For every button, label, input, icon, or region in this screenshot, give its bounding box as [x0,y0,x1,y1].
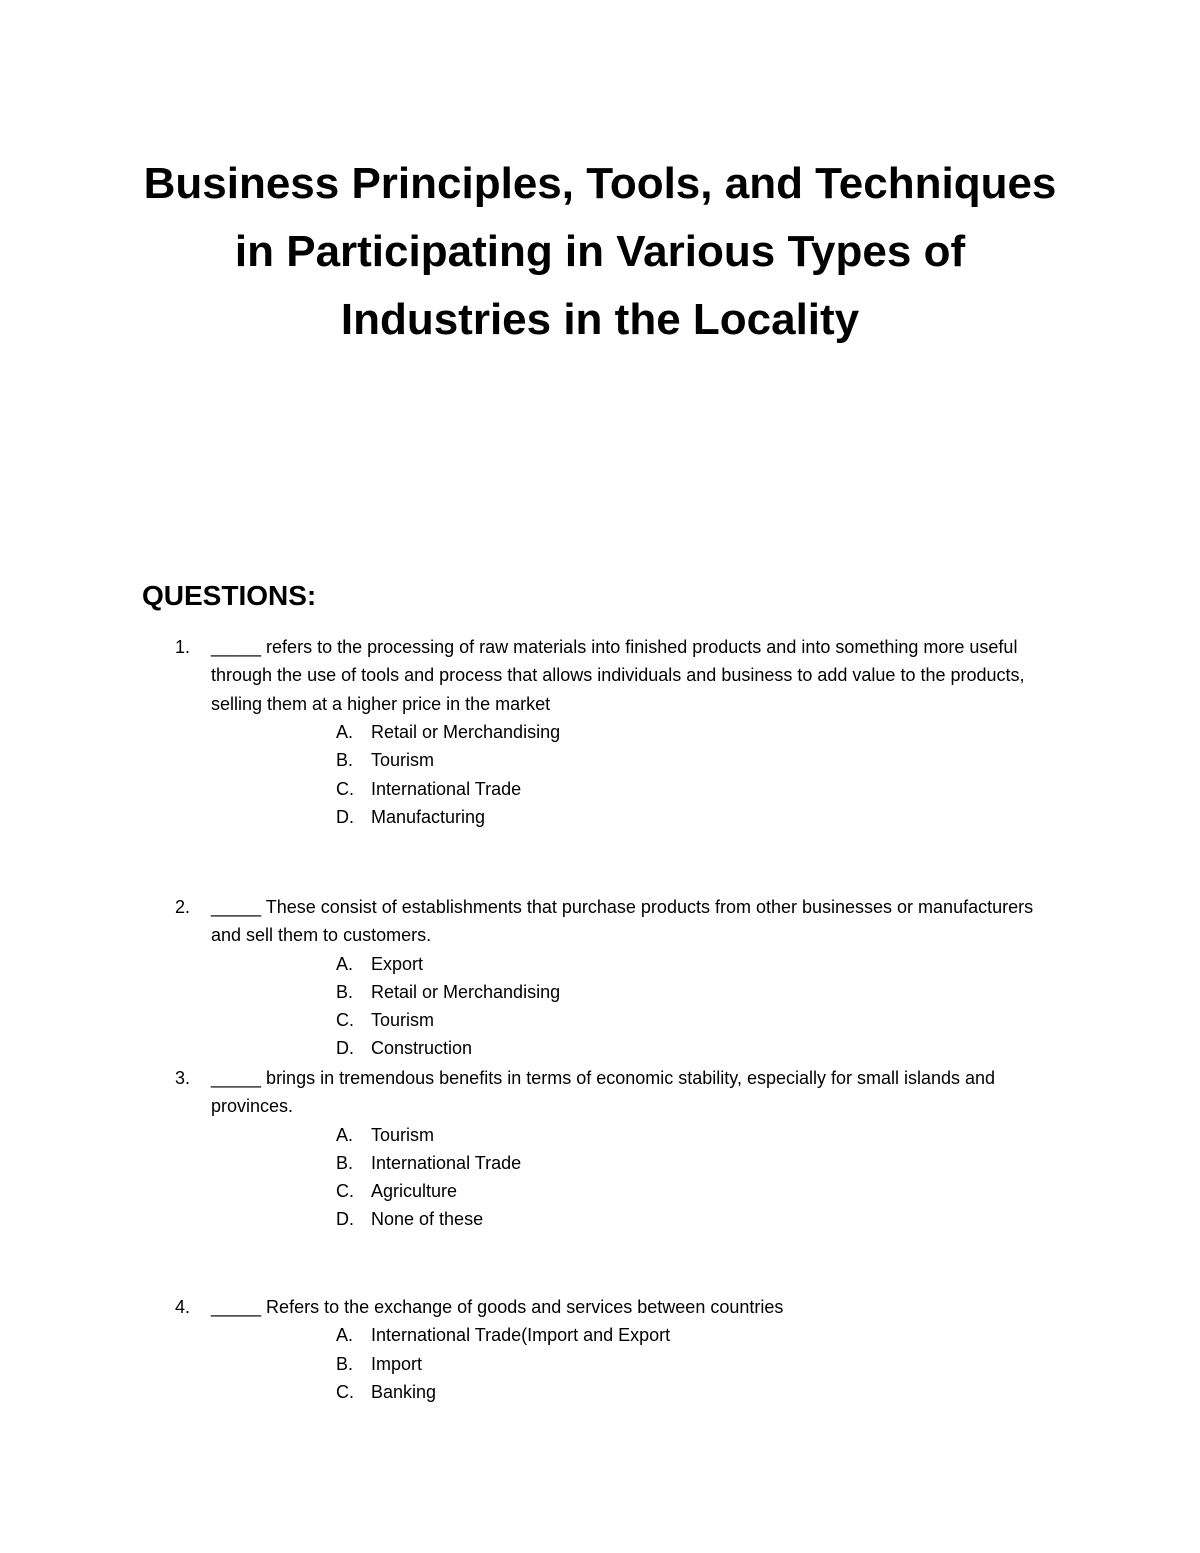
option-a[interactable] [0,718,1200,746]
option-letter: B. [336,981,354,1002]
option-letter: B. [336,750,354,771]
option-letter: A. [336,722,354,742]
option-a[interactable] [0,950,1200,978]
title-line-3: Industries in the Locality [340,295,860,344]
option-label: International Trade [371,1152,522,1173]
option-b[interactable] [0,1149,1200,1177]
question-number: 1. [175,637,191,657]
option-b[interactable] [0,746,1200,774]
option-c[interactable] [0,1006,1200,1034]
option-letter: A. [336,1124,354,1145]
question-number: 4. [175,1297,191,1317]
option-letter: C. [336,1381,354,1402]
option-label: Tourism [371,1010,435,1031]
option-letter: D. [336,1038,354,1059]
option-label: Agriculture [371,1181,458,1202]
option-b[interactable] [0,1350,1200,1378]
option-b[interactable] [0,978,1200,1006]
option-label: International Trade [371,778,522,799]
option-c[interactable] [0,1177,1200,1205]
option-d[interactable] [0,1034,1200,1062]
question-number: 2. [175,897,191,917]
option-label: Import [371,1353,423,1374]
option-a[interactable] [0,1321,1200,1349]
option-label: Retail or Merchandising [371,722,561,742]
option-label: Retail or Merchandising [371,981,561,1002]
option-letter: D. [336,1209,354,1230]
option-letter: B. [336,1152,354,1173]
option-letter: B. [336,1353,354,1374]
question-text: _____ brings in tremendous benefits in terms of economic stability, especially for small islands and provinces. [211,1068,996,1117]
option-letter: D. [336,806,354,827]
option-letter: A. [336,1325,354,1346]
option-d[interactable] [0,803,1200,831]
option-label: Export [371,953,424,974]
option-c[interactable] [0,775,1200,803]
questions-heading: QUESTIONS: [142,580,317,611]
option-label: None of these [371,1209,484,1230]
question-text: _____ These consist of establishments that purchase products from other businesses or manufacturers and sell them to customers. [211,897,1034,946]
question-text: _____ refers to the processing of raw materials into finished products and into something more useful through the use of tools and process that allows individuals and business to add value to the products, selling them at a higher price in the market [211,637,1025,714]
option-label: International Trade(Import and Export [371,1325,671,1346]
option-letter: C. [336,1181,354,1202]
option-a[interactable] [0,1121,1200,1149]
question-text: _____ Refers to the exchange of goods and services between countries [211,1297,784,1317]
option-c[interactable] [0,1378,1200,1406]
option-label: Banking [371,1381,437,1402]
option-letter: C. [336,1010,354,1031]
page-title [0,150,1200,354]
option-letter: C. [336,778,354,799]
option-letter: A. [336,953,354,974]
option-label: Tourism [371,750,435,771]
option-label: Tourism [371,1124,435,1145]
title-line-1: Business Principles, Tools, and Techniques [143,159,1057,208]
option-label: Manufacturing [371,806,486,827]
question-number: 3. [175,1068,191,1088]
option-d[interactable] [0,1205,1200,1233]
option-label: Construction [371,1038,473,1059]
title-line-2: in Participating in Various Types of [234,227,966,276]
